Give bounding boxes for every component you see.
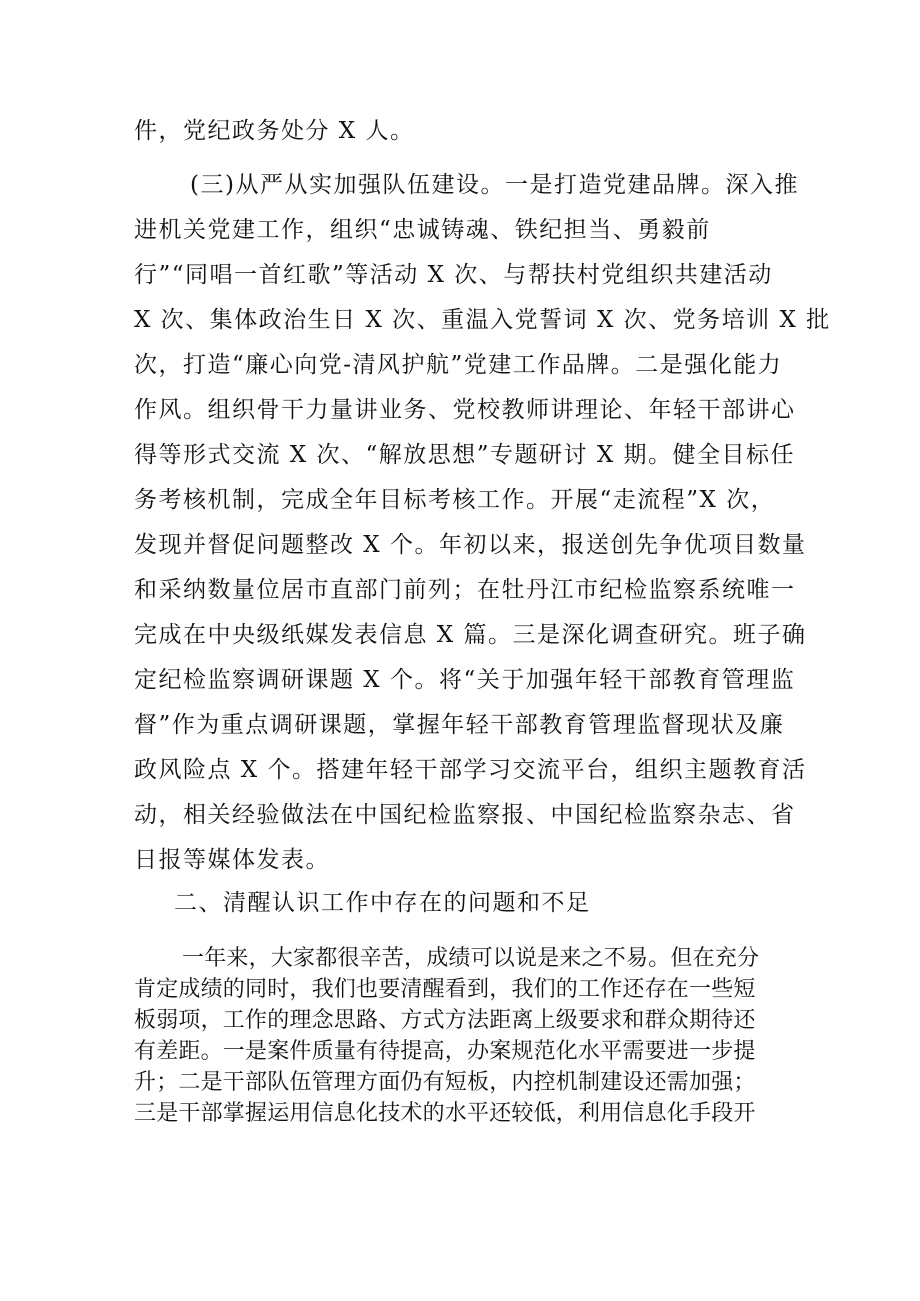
paragraph-line: 定纪检监察调研课题 X 个。将“关于加强年轻干部教育管理监 xyxy=(134,667,796,693)
paragraph-line: 作风。组织骨干力量讲业务、党校教师讲理论、年轻干部讲心 xyxy=(134,397,796,423)
paragraph-line: 动，相关经验做法在中国纪检监察报、中国纪检监察杂志、省 xyxy=(134,802,796,828)
paragraph-line: 政风险点 X 个。搭建年轻干部学习交流平台，组织主题教育活 xyxy=(134,757,807,783)
paragraph-line: 督”作为重点调研课题，掌握年轻干部教育管理监督现状及廉 xyxy=(134,712,785,738)
paragraph-line: 次，打造“廉心向党-清风护航”党建工作品牌。二是强化能力 xyxy=(134,352,783,378)
paragraph-line: (三)从严从实加强队伍建设。一是打造党建品牌。深入推 xyxy=(190,172,799,198)
paragraph-line: X 次、集体政治生日 X 次、重温入党誓词 X 次、党务培训 X 批 xyxy=(134,307,831,333)
paragraph-line: 发现并督促问题整改 X 个。年初以来，报送创先争优项目数量 xyxy=(134,532,807,558)
paragraph-line: 行”“同唱一首红歌”等活动 X 次、与帮扶村党组织共建活动 xyxy=(134,262,773,288)
paragraph-line: 有差距。一是案件质量有待提高，办案规范化水平需要进一步提 xyxy=(134,1039,756,1064)
paragraph-line: 务考核机制，完成全年目标考核工作。开展“走流程”X 次， xyxy=(134,487,776,513)
paragraph-line: 升；二是干部队伍管理方面仍有短板，内控机制建设还需加强； xyxy=(134,1070,756,1095)
paragraph-line: 一年来，大家都很辛苦，成绩可以说是来之不易。但在充分 xyxy=(182,946,760,971)
paragraph-line: 日报等媒体发表。 xyxy=(134,847,330,873)
paragraph-line: 肯定成绩的同时，我们也要清醒看到，我们的工作还存在一些短 xyxy=(134,977,756,1002)
paragraph-line: 板弱项，工作的理念思路、方式方法距离上级要求和群众期待还 xyxy=(134,1008,756,1033)
paragraph-line: 得等形式交流 X 次、“解放思想”专题研讨 X 期。健全目标任 xyxy=(134,442,796,468)
paragraph-line: 件，党纪政务处分 X 人。 xyxy=(134,118,415,144)
paragraph-line: 进机关党建工作，组织“忠诚铸魂、铁纪担当、勇毅前 xyxy=(134,217,711,243)
paragraph-line: 三是干部掌握运用信息化技术的水平还较低，利用信息化手段开 xyxy=(134,1101,756,1126)
paragraph-line: 完成在中央级纸媒发表信息 X 篇。三是深化调查研究。班子确 xyxy=(134,622,807,648)
paragraph-line: 和采纳数量位居市直部门前列；在牡丹江市纪检监察系统唯一 xyxy=(134,577,796,603)
section-heading: 二、清醒认识工作中存在的问题和不足 xyxy=(174,890,591,916)
